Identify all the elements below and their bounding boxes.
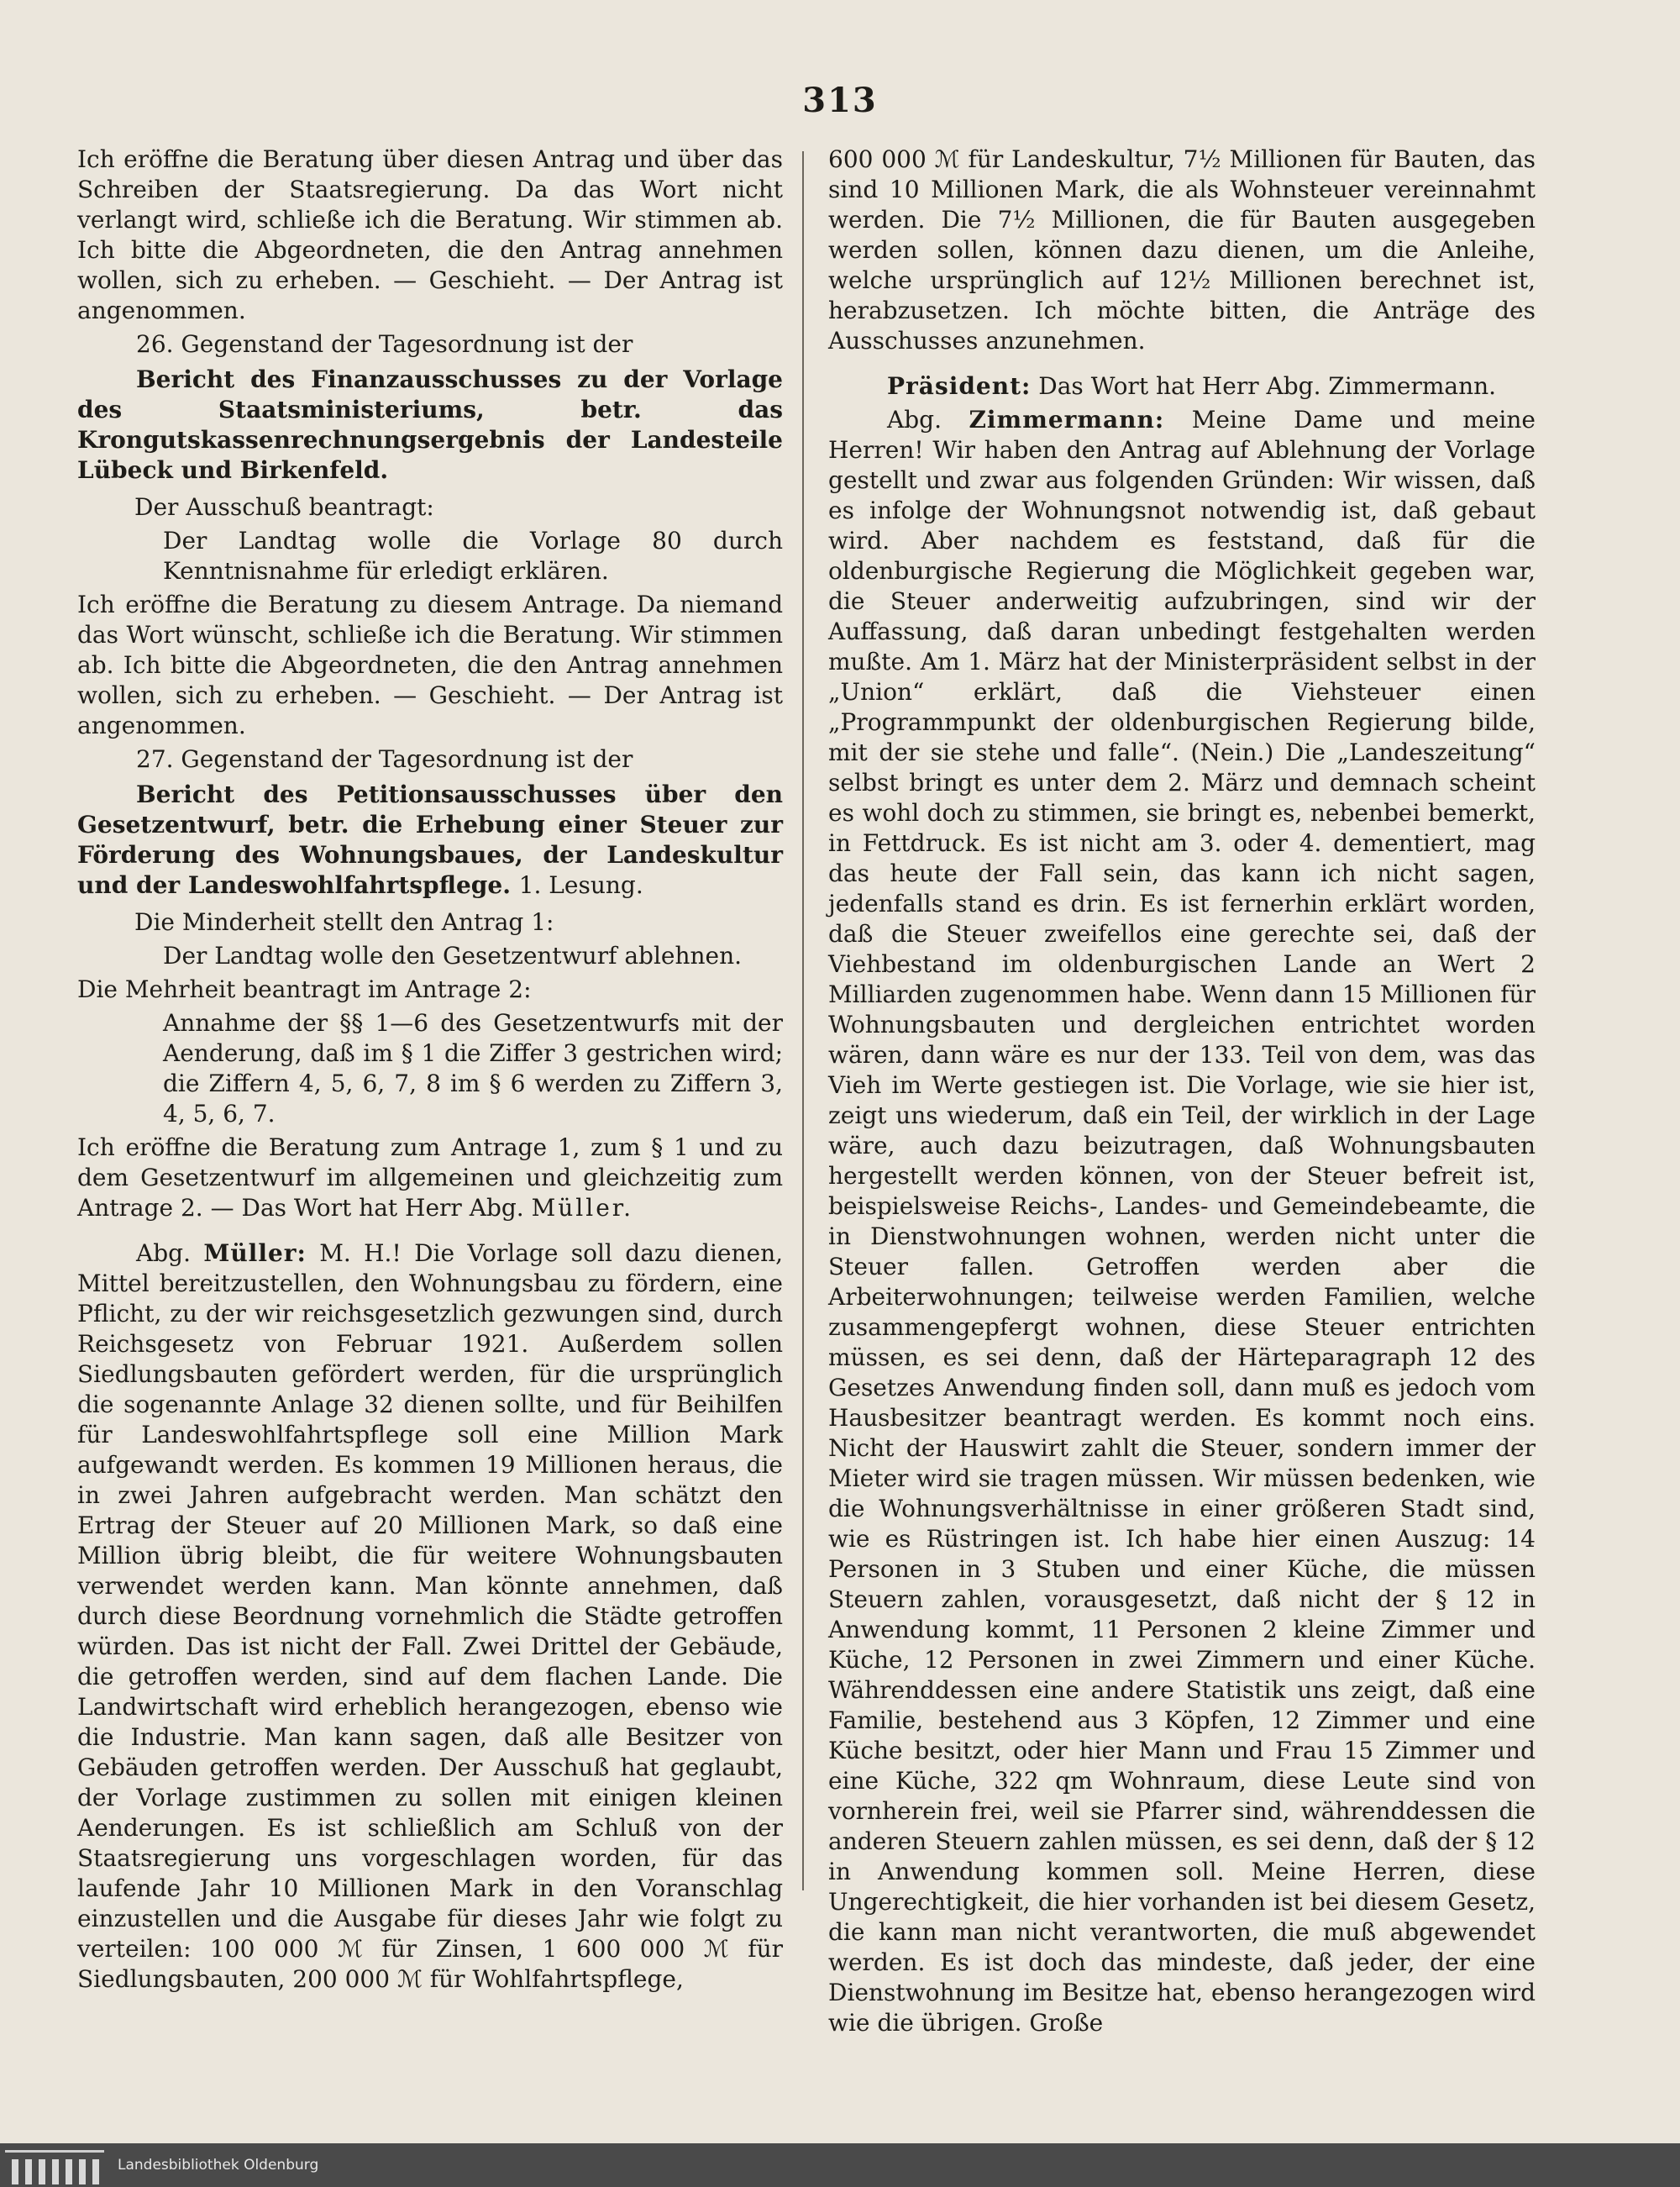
agenda-item-27: 27. Gegenstand der Tagesordnung ist der xyxy=(136,745,633,773)
motion-text: Der Landtag wolle die Vorlage 80 durch Kenntnisnahme für erledigt erklären. xyxy=(163,527,783,585)
motion-text: Der Landtag wolle den Gesetzentwurf ablehnen. xyxy=(163,942,743,970)
paragraph-text: Ich eröffne die Beratung zum Antrage 1, zum § 1 und zu dem Gesetzentwurf im allgemeinen und gleichzeitig zum Antrage 2. — Das Wort hat Herr Abg. xyxy=(77,1133,783,1222)
speaker-prefix: Abg. xyxy=(887,406,942,434)
speaker-label: Präsident: xyxy=(887,372,1032,400)
report-title: Bericht des Finanzausschusses zu der Vorlage des Staatsministeriums, betr. das Krongutskassenrechnungsergebnis der Landesteile Lübeck und Birkenfeld. xyxy=(77,365,783,484)
speech-text: Meine Dame und meine Herren! Wir haben den Antrag auf Ablehnung der Vorlage gestellt und zwar aus folgenden Gründen: Wir wissen, daß es infolge der Wohnungsnot notwendig ist, daß gebaut wird. Aber nachdem es feststand, daß für die oldenburgische Regierung die Möglichkeit gegeben war, die Steuer anderweitig aufzubringen, sind wir der Auffassung, daß daran unbedingt festgehalten werden mußte. Am 1. März hat der Ministerpräsident selbst in der „Union“ erklärt, daß die Viehsteuer einen „Programmpunkt der oldenburgischen Regierung bilde, mit der sie stehe und falle“. (Nein.) Die „Landeszeitung“ selbst bringt es unter dem 2. März und demnach scheint es wohl doch zu stimmen, sie bringt es, nebenbei bemerkt, in Fettdruck. Es ist nicht am 3. oder 4. dementiert, mag das heute der Fall sein, das kann ich nicht sagen, jedenfalls stand es drin. Es ist fernerhin erklärt worden, daß die Steuer zweifellos eine gerechte sei, daß der Viehbestand im oldenburgischen Lande an Wert 2 Milliarden zugenommen habe. Wenn dann 15 Millionen für Wohnungsbauten und dergleichen entrichtet worden wären, dann wäre es nur der 133. Teil von dem, was das Vieh im Werte gestiegen ist. Die Vorlage, wie sie hier ist, zeigt uns wiederum, daß ein Teil, der wirklich in der Lage wäre, auch dazu beizutragen, daß Wohnungsbauten hergestellt werden können, von der Steuer befreit ist, beispielsweise Reichs-, Landes- und Gemeindebeamte, die in Dienstwohnungen wohnen, werden nicht unter die Steuer fallen. Getroffen werden aber die Arbeiterwohnungen; teilweise werden Familien, welche zusammengepfergt wohnen, diese Steuer entrichten müssen, es sei denn, daß der Härteparagraph 12 des Gesetzes Anwendung finden soll, dann muß es jedoch vom Hausbesitzer beantragt werden. Es kommt noch eins. Nicht der Hauswirt zahlt die Steuer, sondern immer der Mieter wird sie tragen müssen. Wir müssen bedenken, wie die Wohnungsverhältnisse in einer größeren Stadt sind, wie es Rüstringen ist. Ich habe hier einen Auszug: 14 Personen in 3 Stuben und einer Küche, die müssen Steuern zahlen, vorausgesetzt, daß nicht der § 12 in Anwendung kommt, 11 Personen 2 kleine Zimmer und Küche, 12 Personen in zwei Zimmern und einer Küche. Währenddessen eine andere Statistik uns zeigt, daß eine Familie, bestehend aus 3 Köpfen, 12 Zimmer und eine Küche besitzt, oder hier Mann und Frau 15 Zimmer und eine Küche, 322 qm Wohnraum, diese Leute sind von vornherein frei, weil sie Pfarrer sind, währenddessen die anderen Steuern zahlen müssen, es sei denn, daß der § 12 in Anwendung kommen soll. Meine Herren, diese Ungerechtigkeit, die hier vorhanden ist bei diesem Gesetz, die kann man nicht verantworten, die muß abgewendet werden. Es ist doch das mindeste, daß jeder, der eine Dienstwohnung im Besitze hat, ebenso herangezogen wird wie die übrigen. Große xyxy=(828,406,1536,2037)
motion-intro: Die Mehrheit beantragt im Antrage 2: xyxy=(77,975,532,1003)
motion-intro: Die Minderheit stellt den Antrag 1: xyxy=(134,908,554,936)
reading-note: 1. Lesung. xyxy=(518,871,643,899)
speech xyxy=(77,1238,783,1995)
library-footer xyxy=(0,2143,1680,2187)
report-title xyxy=(77,780,783,901)
right-column xyxy=(828,145,1536,2042)
library-building-icon xyxy=(5,2150,104,2184)
motion-text: Annahme der §§ 1—6 des Gesetzentwurfs mit der Aenderung, daß im § 1 die Ziffer 3 gestrichen wird; die Ziffern 4, 5, 6, 7, 8 im § 6 werden zu Ziffern 3, 4, 5, 6, 7. xyxy=(163,1009,783,1128)
speech-text: M. H.! Die Vorlage soll dazu dienen, Mittel bereitzustellen, den Wohnungsbau zu fördern, eine Pflicht, zu der wir reichsgesetzlich gezwungen sind, durch Reichsgesetz von Februar 1921. Außerdem sollen Siedlungsbauten gefördert werden, für die ursprünglich die sogenannte Anlage 32 dienen sollte, und für Beihilfen für Landeswohlfahrtspflege soll eine Million Mark aufgewandt werden. Es kommen 19 Millionen heraus, die in zwei Jahren aufgebracht werden. Man schätzt den Ertrag der Steuer auf 20 Millionen Mark, so daß eine Million übrig bleibt, die für weitere Wohnungsbauten verwendet werden kann. Man könnte annehmen, daß durch diese Beordnung vornehmlich die Städte getroffen würden. Das ist nicht der Fall. Zwei Drittel der Gebäude, die getroffen werden, sind auf dem flachen Lande. Die Landwirtschaft wird erheblich herangezogen, ebenso wie die Industrie. Man kann sagen, daß alle Besitzer von Gebäuden getroffen werden. Der Ausschuß hat geglaubt, der Vorlage zustimmen zu sollen mit einigen kleinen Aenderungen. Es ist schließlich am Schluß von der Staatsregierung uns vorgeschlagen worden, für das laufende Jahr 10 Millionen Mark in den Voranschlag einzustellen und die Ausgabe für dieses Jahr wie folgt zu verteilen: 100 000 ℳ für Zinsen, 1 600 000 ℳ für Siedlungsbauten, 200 000 ℳ für Wohlfahrtspflege, xyxy=(77,1239,784,1993)
speaker-label: Zimmermann: xyxy=(969,406,1165,434)
speaker-prefix: Abg. xyxy=(136,1239,191,1267)
speech-continued: 600 000 ℳ für Landeskultur, 7½ Millionen für Bauten, das sind 10 Millionen Mark, die als Wohnsteuer vereinnahmt werden. Die 7½ Millionen, die für Bauten ausgegeben werden sollen, können dazu dienen, um die Anleihe, welche ursprünglich auf 12½ Millionen berechnet ist, herabzusetzen. Ich möchte bitten, die Anträge des Ausschusses anzunehmen. xyxy=(828,145,1536,355)
speaker-label: Müller: xyxy=(203,1239,307,1267)
paragraph xyxy=(77,1133,783,1223)
paragraph: Ich eröffne die Beratung über diesen Antrag und über das Schreiben der Staatsregierung. Da das Wort nicht verlangt wird, schließe ich die Beratung. Wir stimmen ab. Ich bitte die Abgeordneten, die den Antrag annehmen wollen, sich zu erheben. — Geschieht. — Der Antrag ist angenommen. xyxy=(77,145,783,324)
page-number: 313 xyxy=(802,81,878,120)
speech xyxy=(828,371,1536,402)
report-title-text: Bericht des Petitionsausschusses über den Gesetzentwurf, betr. die Erhebung einer Steuer zur Förderung des Wohnungsbaues, der Landeskultur und der Landeswohlfahrtspflege. xyxy=(77,781,783,899)
speech xyxy=(828,405,1536,2038)
column-divider xyxy=(802,151,804,1890)
agenda-item-26: 26. Gegenstand der Tagesordnung ist der xyxy=(136,330,633,358)
speaker-name: Müller. xyxy=(531,1194,633,1222)
library-name: Landesbibliothek Oldenburg xyxy=(118,2157,319,2174)
left-column xyxy=(77,145,783,1998)
speech-text: Das Wort hat Herr Abg. Zimmermann. xyxy=(1038,372,1497,400)
paragraph: Ich eröffne die Beratung zu diesem Antrage. Da niemand das Wort wünscht, schließe ich die Beratung. Wir stimmen ab. Ich bitte die Abgeordneten, die den Antrag annehmen wollen, sich zu erheben. — Geschieht. — Der Antrag ist angenommen. xyxy=(77,591,783,739)
motion-intro: Der Ausschuß beantragt: xyxy=(134,493,434,521)
